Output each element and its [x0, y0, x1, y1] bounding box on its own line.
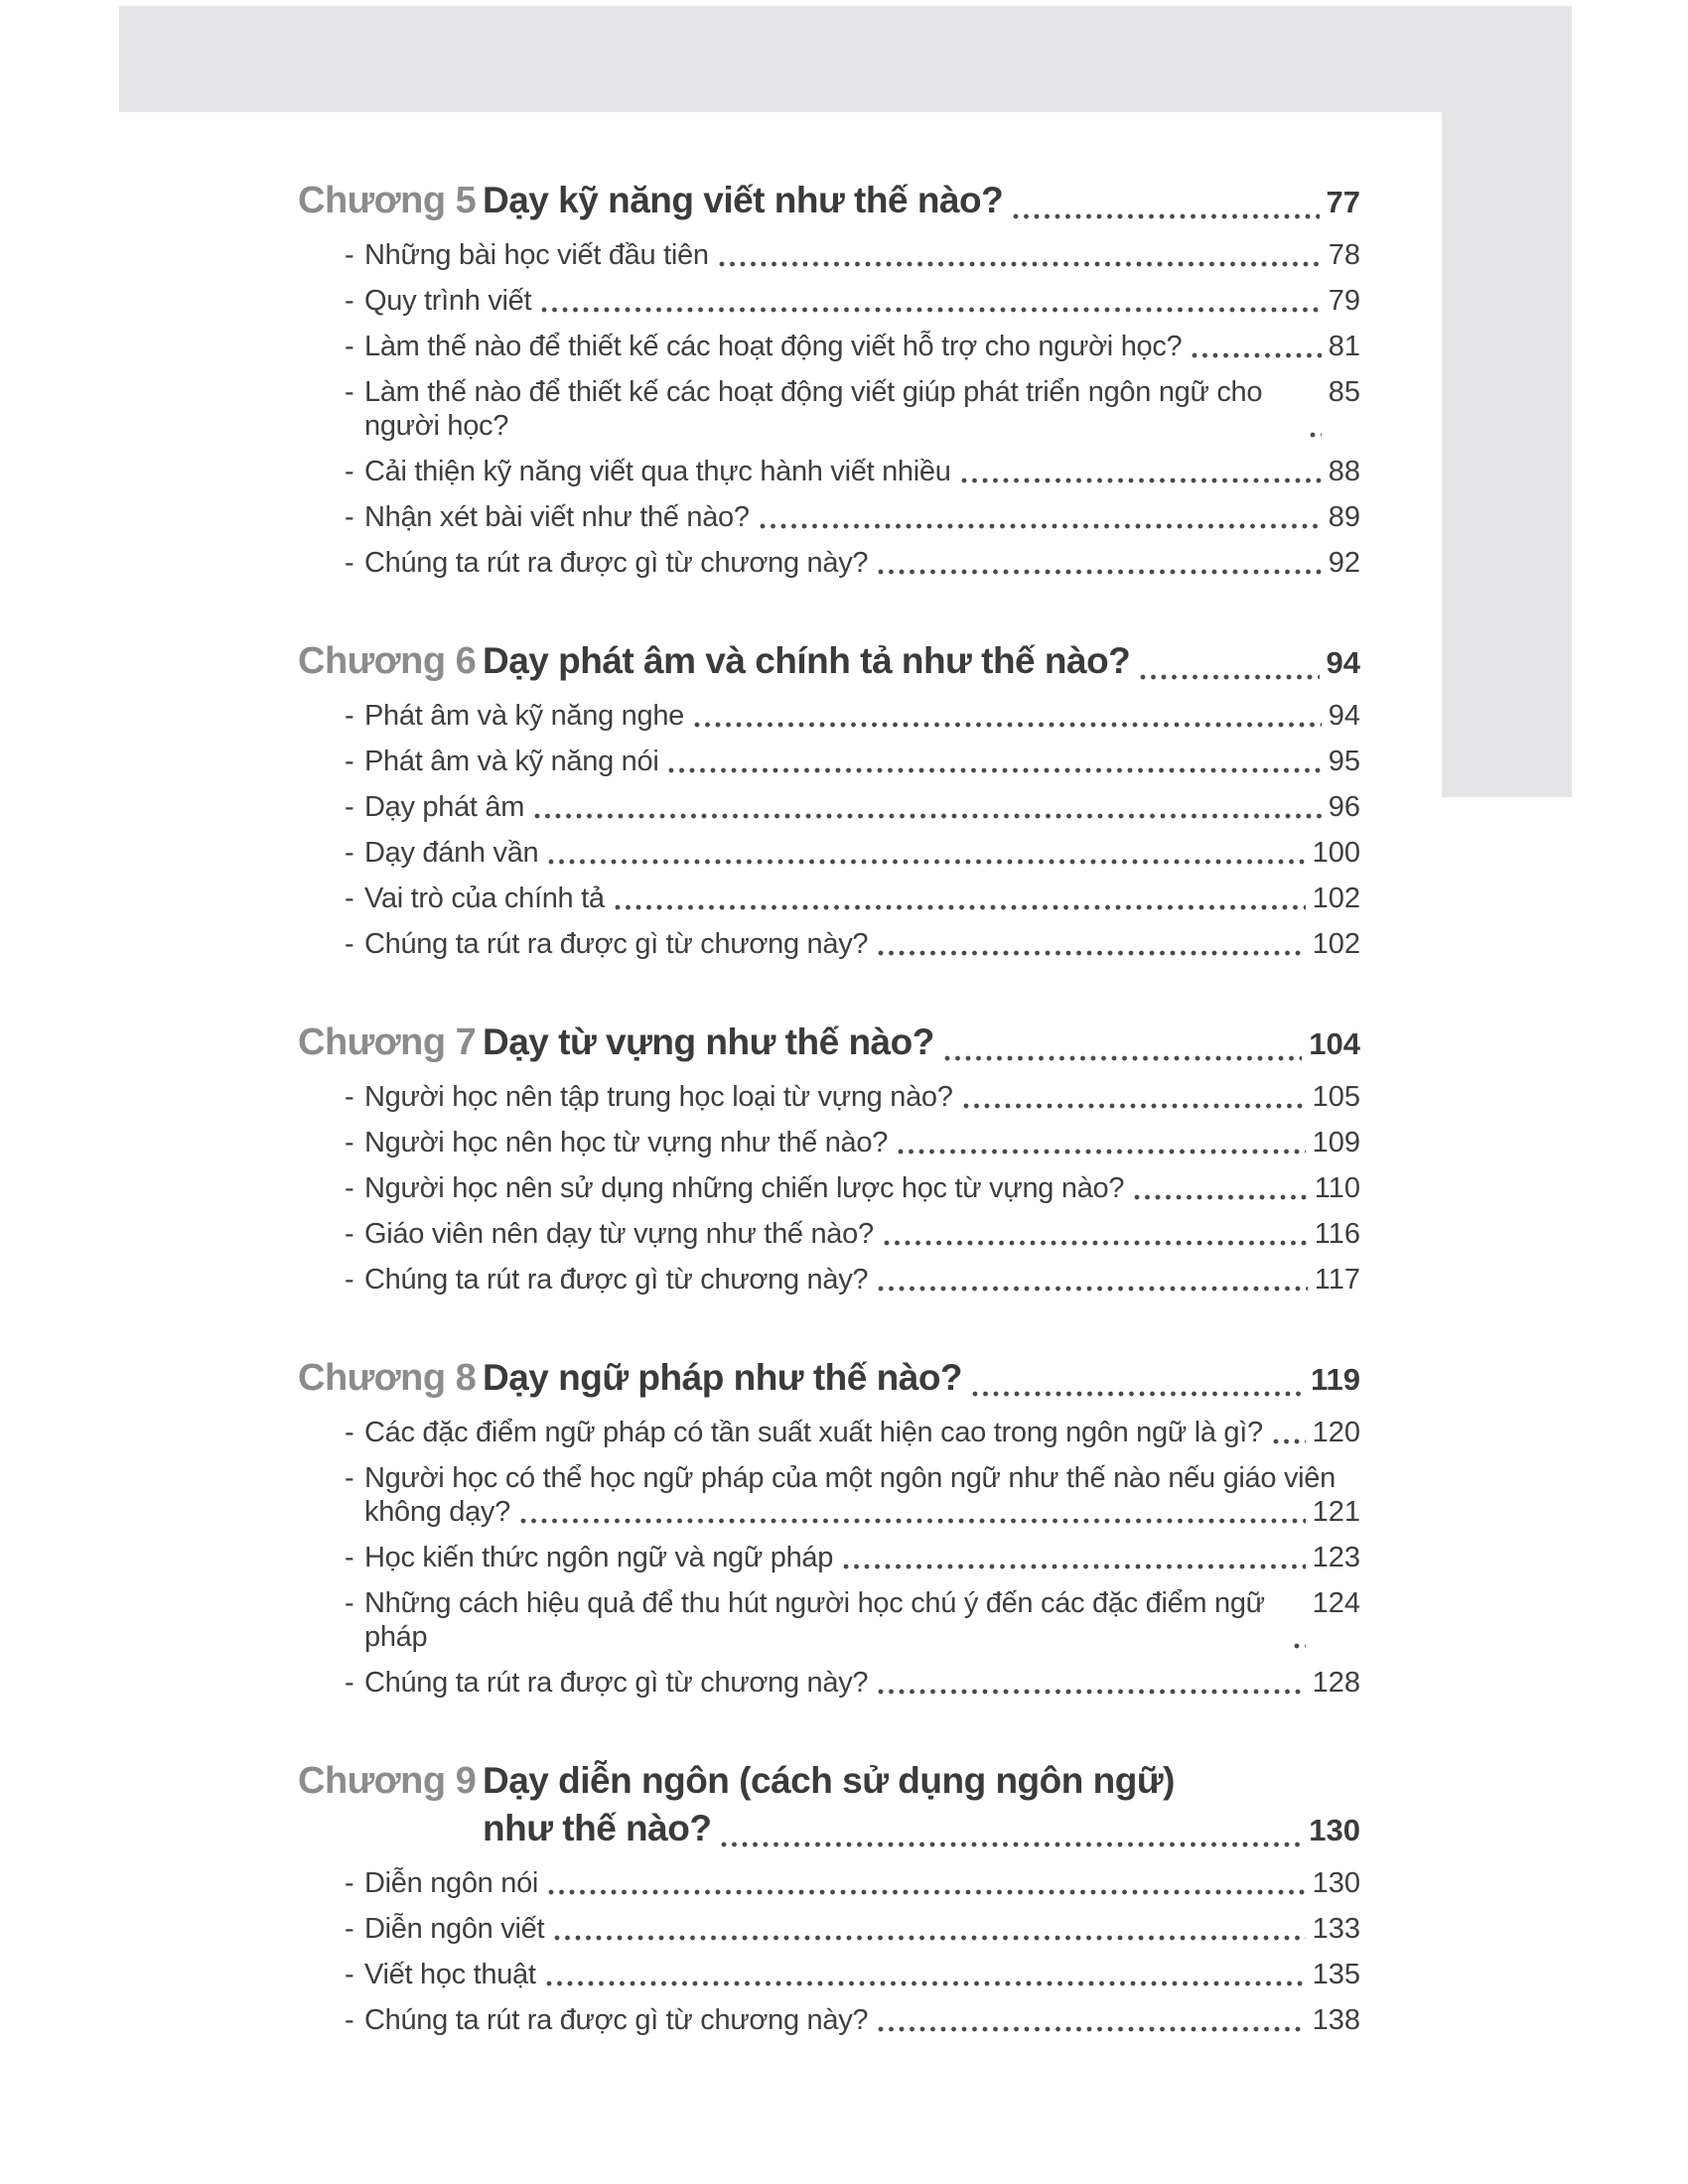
- toc-item: [298, 546, 1360, 580]
- item-page-number: 121: [1312, 1496, 1360, 1528]
- item-page-number: 138: [1312, 2004, 1360, 2036]
- item-dash: -: [345, 285, 354, 317]
- toc-item-line1: [364, 1958, 1360, 1991]
- toc-item-line1: [364, 1080, 1360, 1114]
- item-page-number: 100: [1312, 837, 1360, 869]
- chapter-section: [298, 1019, 1360, 1297]
- toc-item-body: [364, 1541, 1360, 1574]
- toc-item-body: [364, 1461, 1360, 1529]
- toc-item: [298, 836, 1360, 870]
- chapter-title: Dạy kỹ năng viết như thế nào?: [483, 180, 1004, 220]
- dotted-leader: [963, 1103, 1306, 1109]
- toc-item-line1: [364, 546, 1360, 580]
- item-dash: -: [345, 1462, 354, 1494]
- toc-item: [298, 1912, 1360, 1946]
- item-page-number: 124: [1312, 1587, 1360, 1619]
- item-text: Những bài học viết đầu tiên: [364, 239, 709, 271]
- item-text: Giáo viên nên dạy từ vựng như thế nào?: [364, 1218, 874, 1250]
- item-dash: -: [345, 331, 354, 362]
- toc-item: [298, 1866, 1360, 1900]
- dotted-leader: [878, 1286, 1308, 1292]
- right-gray-band: [1442, 6, 1572, 797]
- toc-item: [298, 1586, 1360, 1654]
- item-dash: -: [345, 837, 354, 869]
- toc-item-line1: [364, 699, 1360, 733]
- chapter-page-number: 77: [1326, 185, 1360, 219]
- item-page-number: 88: [1328, 456, 1360, 487]
- toc-item-line1: [364, 1912, 1360, 1946]
- chapter-heading-line1: [298, 1019, 1360, 1068]
- top-gray-band: [119, 6, 1572, 112]
- item-dash: -: [345, 2004, 354, 2036]
- item-text: Người học nên học từ vựng như thế nào?: [364, 1127, 889, 1159]
- item-dash: -: [345, 376, 354, 408]
- item-page-number: 102: [1312, 928, 1360, 960]
- chapter-label: Chương 6: [298, 640, 477, 682]
- chapter-page-number: 119: [1310, 1362, 1360, 1397]
- item-text: Phát âm và kỹ năng nghe: [364, 700, 684, 732]
- item-dash: -: [345, 1218, 354, 1250]
- toc-item-body: [364, 1912, 1360, 1946]
- toc-item-body: [364, 1080, 1360, 1114]
- item-text: Người học có thể học ngữ pháp của một ngôn ngữ như thế nào nếu giáo viên: [364, 1462, 1336, 1494]
- chapter-heading: [298, 637, 1360, 687]
- toc-item-body: [364, 238, 1360, 272]
- toc-item-body: [364, 1666, 1360, 1700]
- item-text: Học kiến thức ngôn ngữ và ngữ pháp: [364, 1542, 834, 1573]
- dotted-leader: [615, 904, 1306, 910]
- toc-item: [298, 500, 1360, 534]
- item-dash: -: [345, 1172, 354, 1204]
- item-page-number: 102: [1312, 883, 1360, 914]
- item-dash: -: [345, 1867, 354, 1899]
- toc-item: [298, 1416, 1360, 1449]
- toc-item-line1: [364, 330, 1360, 363]
- item-page-number: 128: [1312, 1667, 1360, 1699]
- item-text: Cải thiện kỹ năng viết qua thực hành viết nhiều: [364, 456, 951, 487]
- toc-item-line1: [364, 284, 1360, 318]
- chapter-heading-line1: [298, 1757, 1360, 1805]
- dotted-leader: [1134, 1194, 1308, 1200]
- toc-item-line1: [364, 836, 1360, 870]
- toc-item: [298, 375, 1360, 443]
- toc-item-body: [364, 500, 1360, 534]
- item-dash: -: [345, 1542, 354, 1573]
- chapter-page-number: 130: [1309, 1813, 1360, 1847]
- item-text-line2: không dạy?: [364, 1496, 510, 1528]
- chapter-label: Chương 8: [298, 1357, 477, 1399]
- toc-item-line1: [364, 745, 1360, 778]
- toc-item-line1: [364, 455, 1360, 488]
- dotted-leader: [546, 1980, 1306, 1986]
- toc-item: [298, 745, 1360, 778]
- item-dash: -: [345, 1959, 354, 1990]
- item-page-number: 85: [1328, 376, 1360, 408]
- dotted-leader: [694, 722, 1322, 728]
- item-text: Các đặc điểm ngữ pháp có tần suất xuất hiện cao trong ngôn ngữ là gì?: [364, 1417, 1263, 1448]
- item-text: Viết học thuật: [364, 1959, 536, 1990]
- dotted-leader: [944, 1055, 1302, 1061]
- toc-item-body: [364, 745, 1360, 778]
- item-page-number: 110: [1314, 1172, 1360, 1204]
- chapter-section: [298, 1757, 1360, 2037]
- chapter-title: Dạy phát âm và chính tả như thế nào?: [483, 640, 1131, 681]
- item-text: Chúng ta rút ra được gì từ chương này?: [364, 928, 869, 960]
- chapter-label: Chương 7: [298, 1022, 477, 1063]
- toc-item-body: [364, 1958, 1360, 1991]
- item-dash: -: [345, 239, 354, 271]
- toc-item: [298, 699, 1360, 733]
- item-text: Nhận xét bài viết như thế nào?: [364, 501, 750, 533]
- dotted-leader: [1294, 1643, 1306, 1649]
- item-text: Dạy phát âm: [364, 791, 525, 823]
- item-text: Chúng ta rút ra được gì từ chương này?: [364, 547, 869, 579]
- item-text: Chúng ta rút ra được gì từ chương này?: [364, 2004, 869, 2036]
- toc-item-line1: [364, 1217, 1360, 1251]
- chapter-heading: [298, 1019, 1360, 1068]
- item-page-number: 116: [1314, 1218, 1360, 1250]
- item-dash: -: [345, 547, 354, 579]
- dotted-leader: [719, 261, 1322, 267]
- dotted-leader: [878, 1689, 1305, 1695]
- item-text: Diễn ngôn viết: [364, 1913, 545, 1945]
- chapter-label: Chương 5: [298, 180, 477, 221]
- item-dash: -: [345, 1081, 354, 1113]
- item-page-number: 94: [1328, 700, 1360, 732]
- toc-item-line1: [364, 1461, 1360, 1495]
- item-page-number: 105: [1312, 1081, 1360, 1113]
- chapter-heading-line1: [298, 1354, 1360, 1404]
- toc-item: [298, 1541, 1360, 1574]
- item-page-number: 117: [1314, 1264, 1360, 1296]
- toc-item-line1: [364, 1171, 1360, 1205]
- toc-item: [298, 284, 1360, 318]
- toc-item-body: [364, 836, 1360, 870]
- item-text: Chúng ta rút ra được gì từ chương này?: [364, 1667, 869, 1699]
- chapter-section: [298, 177, 1360, 580]
- item-text: Diễn ngôn nói: [364, 1867, 539, 1899]
- item-page-number: 133: [1312, 1913, 1360, 1945]
- dotted-leader: [1013, 213, 1319, 219]
- toc-item-line1: [364, 1416, 1360, 1449]
- toc-item-body: [364, 1171, 1360, 1205]
- toc-item: [298, 2003, 1360, 2037]
- dotted-leader: [548, 1889, 1306, 1895]
- item-page-number: 135: [1312, 1959, 1360, 1990]
- toc-item: [298, 1217, 1360, 1251]
- item-text: Chúng ta rút ra được gì từ chương này?: [364, 1264, 869, 1296]
- toc-item: [298, 927, 1360, 961]
- item-dash: -: [345, 1667, 354, 1699]
- item-page-number: 120: [1312, 1417, 1360, 1448]
- toc-item-body: [364, 882, 1360, 915]
- toc-item-line1: [364, 500, 1360, 534]
- toc-item-line1: [364, 375, 1360, 443]
- toc-item-line1: [364, 238, 1360, 272]
- dotted-leader: [878, 569, 1321, 575]
- item-text: Những cách hiệu quả để thu hút người học chú ý đến các đặc điểm ngữ pháp: [364, 1587, 1265, 1653]
- item-page-number: 81: [1328, 331, 1360, 362]
- toc-item-body: [364, 1126, 1360, 1160]
- toc-item-body: [364, 1263, 1360, 1297]
- chapter-section: [298, 1354, 1360, 1700]
- toc-item-body: [364, 1217, 1360, 1251]
- dotted-leader: [760, 523, 1322, 529]
- toc-item-body: [364, 330, 1360, 363]
- item-dash: -: [345, 1913, 354, 1945]
- toc-item: [298, 882, 1360, 915]
- chapter-title: Dạy từ vựng như thế nào?: [483, 1022, 934, 1062]
- dotted-leader: [721, 1842, 1302, 1847]
- toc-item-line2: [364, 1495, 1360, 1529]
- chapter-heading-line1: [298, 637, 1360, 687]
- dotted-leader: [541, 307, 1321, 313]
- toc-item-body: [364, 455, 1360, 488]
- item-page-number: 78: [1328, 239, 1360, 271]
- toc-item: [298, 1080, 1360, 1114]
- item-text: Phát âm và kỹ năng nói: [364, 746, 659, 777]
- item-page-number: 96: [1328, 791, 1360, 823]
- toc-item-body: [364, 284, 1360, 318]
- item-text: Dạy đánh vần: [364, 837, 539, 869]
- toc-item-line1: [364, 790, 1360, 824]
- dotted-leader: [898, 1149, 1306, 1155]
- dotted-leader: [972, 1391, 1304, 1397]
- toc-item-line1: [364, 1866, 1360, 1900]
- toc-item-body: [364, 546, 1360, 580]
- toc-item: [298, 1958, 1360, 1991]
- toc-item-line1: [364, 1586, 1360, 1654]
- toc-item-body: [364, 1866, 1360, 1900]
- item-page-number: 123: [1312, 1542, 1360, 1573]
- toc-item-body: [364, 699, 1360, 733]
- item-dash: -: [345, 1587, 354, 1619]
- dotted-leader: [548, 859, 1305, 865]
- item-page-number: 79: [1328, 285, 1360, 317]
- item-dash: -: [345, 746, 354, 777]
- item-text: Người học nên tập trung học loại từ vựng nào?: [364, 1081, 953, 1113]
- dotted-leader: [534, 813, 1322, 819]
- toc-item: [298, 1171, 1360, 1205]
- item-dash: -: [345, 1127, 354, 1159]
- chapter-page-number: 104: [1309, 1026, 1360, 1061]
- toc-item: [298, 1461, 1360, 1529]
- item-text: Người học nên sử dụng những chiến lược học từ vựng nào?: [364, 1172, 1125, 1204]
- dotted-leader: [961, 478, 1322, 483]
- item-page-number: 109: [1312, 1127, 1360, 1159]
- chapter-title: Dạy ngữ pháp như thế nào?: [483, 1357, 963, 1398]
- dotted-leader: [1140, 674, 1319, 680]
- item-dash: -: [345, 700, 354, 732]
- item-text: Làm thế nào để thiết kế các hoạt động viết hỗ trợ cho người học?: [364, 331, 1183, 362]
- dotted-leader: [878, 950, 1305, 956]
- toc-item: [298, 1263, 1360, 1297]
- chapter-heading-line2: [298, 1805, 1360, 1854]
- toc-item: [298, 1666, 1360, 1700]
- toc-item: [298, 790, 1360, 824]
- item-text: Làm thế nào để thiết kế các hoạt động viết giúp phát triển ngôn ngữ cho người học?: [364, 376, 1263, 442]
- toc-item-body: [364, 375, 1360, 443]
- toc-item-line1: [364, 927, 1360, 961]
- chapter-title2: như thế nào?: [483, 1808, 712, 1848]
- toc-item-body: [364, 790, 1360, 824]
- chapter-page-number: 94: [1326, 645, 1360, 680]
- toc-item-body: [364, 2003, 1360, 2037]
- item-dash: -: [345, 883, 354, 914]
- toc-item-body: [364, 1586, 1360, 1654]
- toc-item-line1: [364, 1126, 1360, 1160]
- item-text: Quy trình viết: [364, 285, 532, 317]
- toc-item: [298, 1126, 1360, 1160]
- item-dash: -: [345, 456, 354, 487]
- toc-item-line1: [364, 1666, 1360, 1700]
- toc-item-body: [364, 1416, 1360, 1449]
- toc-item-line1: [364, 1263, 1360, 1297]
- toc-item-line1: [364, 882, 1360, 915]
- toc-item-body: [364, 927, 1360, 961]
- item-dash: -: [345, 501, 354, 533]
- item-text: Vai trò của chính tả: [364, 883, 605, 914]
- chapter-heading: [298, 1757, 1360, 1854]
- chapter-heading: [298, 1354, 1360, 1404]
- dotted-leader: [843, 1564, 1306, 1570]
- chapter-title: Dạy diễn ngôn (cách sử dụng ngôn ngữ): [483, 1760, 1175, 1801]
- item-dash: -: [345, 928, 354, 960]
- item-page-number: 92: [1328, 547, 1360, 579]
- dotted-leader: [520, 1518, 1306, 1524]
- item-page-number: 95: [1328, 746, 1360, 777]
- item-page-number: 130: [1312, 1867, 1360, 1899]
- item-dash: -: [345, 1264, 354, 1296]
- chapter-label: Chương 9: [298, 1760, 477, 1802]
- toc-item-line1: [364, 2003, 1360, 2037]
- dotted-leader: [878, 2026, 1305, 2032]
- toc-item: [298, 330, 1360, 363]
- dotted-leader: [1192, 352, 1321, 358]
- dotted-leader: [884, 1240, 1308, 1246]
- dotted-leader: [1273, 1438, 1306, 1444]
- chapter-section: [298, 637, 1360, 961]
- dotted-leader: [1310, 432, 1322, 438]
- dotted-leader: [668, 767, 1321, 773]
- dotted-leader: [554, 1935, 1305, 1941]
- item-dash: -: [345, 1417, 354, 1448]
- chapter-heading-line1: [298, 177, 1360, 226]
- item-dash: -: [345, 791, 354, 823]
- toc-list: [298, 177, 1360, 2037]
- toc-item: [298, 455, 1360, 488]
- chapter-heading: [298, 177, 1360, 226]
- item-page-number: 89: [1328, 501, 1360, 533]
- toc-item-line1: [364, 1541, 1360, 1574]
- toc-item: [298, 238, 1360, 272]
